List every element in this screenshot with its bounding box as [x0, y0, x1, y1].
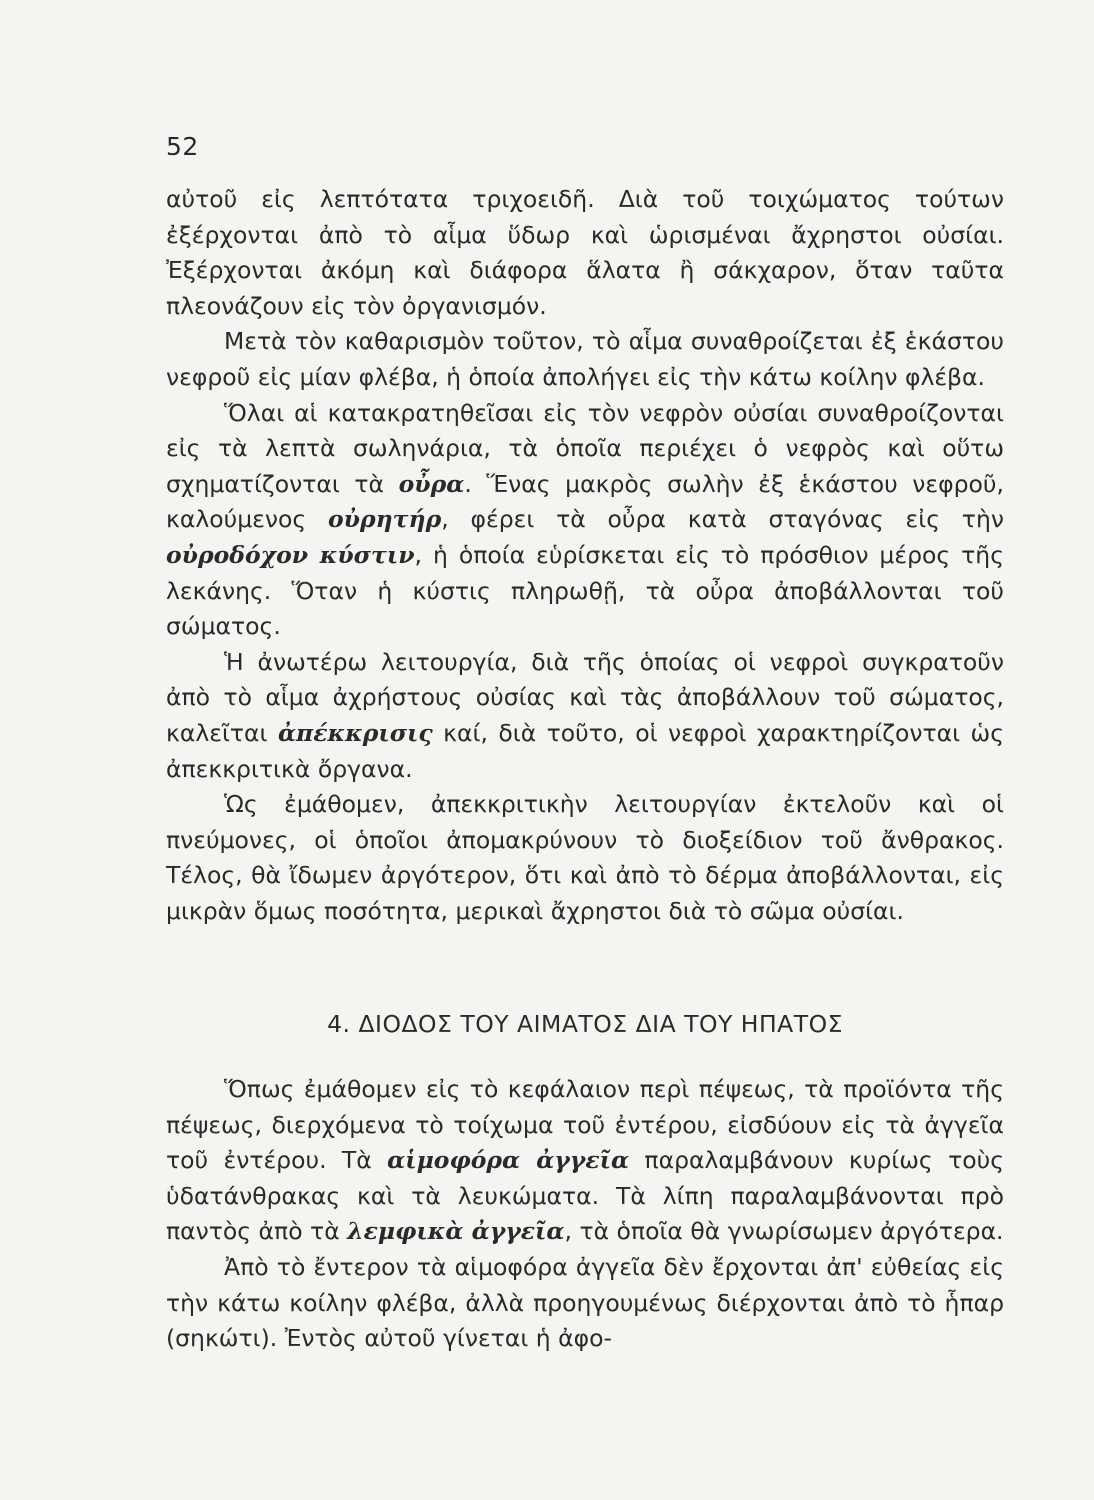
- emphasized-term: αἱμοφόρα ἀγγεῖα: [387, 1146, 630, 1175]
- text-run: Ἡ ἀνωτέρω λειτουργία, διὰ τῆς ὁποίας οἱ νεφροὶ συγκρατοῦν ἀπὸ τὸ αἷμα ἀχρήστους οὐσίας καὶ τὰς ἀποβάλλουν τοῦ σώματος, καλεῖται: [166, 647, 1004, 747]
- text-run: Ἀπὸ τὸ ἔντερον τὰ αἱμοφόρα ἀγγεῖα δὲν ἔρχονται ἀπ' εὐθείας εἰς τὴν κάτω κοίλην φλέβα, ἀλλὰ προηγουμένως διέρχονται ἀπὸ τὸ ἧπαρ (σηκώτι). Ἐντὸς αὐτοῦ γίνεται ἡ ἀφο-: [166, 1252, 1004, 1353]
- text-run: Ὡς ἐμάθομεν, ἀπεκκριτικὴν λειτουργίαν ἐκτελοῦν καὶ οἱ πνεύμονες, οἱ ὁποῖοι ἀπομακρύνουν τὸ διοξείδιον τοῦ ἄνθρακος. Τέλος, θὰ ἴδωμεν ἀργότερον, ὅτι καὶ ἀπὸ τὸ δέρμα ἀποβάλλονται, εἰς μικρὰν ὅμως ποσότητα, μερικαὶ ἄχρηστοι διὰ τὸ σῶμα οὐσίαι.: [166, 790, 1004, 925]
- text-run: , ἡ ὁποία εὑρίσκεται εἰς τὸ πρόσθιον μέρος τῆς λεκάνης. Ὅταν ἡ κύστις πληρωθῇ, τὰ οὖρα ἀποβάλλονται τοῦ σώματος.: [166, 540, 1004, 641]
- section-heading: 4. ΔΙΟΔΟΣ ΤΟΥ ΑΙΜΑΤΟΣ ΔΙΑ ΤΟΥ ΗΠΑΤΟΣ: [327, 1010, 843, 1038]
- body-text-top: [166, 182, 1004, 929]
- text-run: παραλαμβάνουν κυρίως τοὺς ὑδατάνθρακας καὶ τὰ λευκώματα. Τὰ λίπη παραλαμβάνονται πρὸ παντὸς ἀπὸ τὰ: [166, 1146, 1005, 1246]
- emphasized-term: ἀπέκκρισις: [277, 718, 433, 747]
- paragraph: [166, 1250, 1004, 1357]
- paragraph: [166, 787, 1004, 929]
- text-run: Ὅλαι αἱ κατακρατηθεῖσαι εἰς τὸν νεφρὸν οὐσίαι συναθροίζονται εἰς τὰ λεπτὰ σωληνάρια, τὰ ὁποῖα περιέχει ὁ νεφρὸς καὶ οὕτω σχηματίζονται τὰ: [166, 398, 1004, 498]
- text-run: καί, διὰ τοῦτο, οἱ νεφροὶ χαρακτηρίζονται ὡς ἀπεκκριτικὰ ὄργανα.: [166, 718, 1005, 783]
- paragraph: [166, 182, 1004, 324]
- emphasized-term: λεμφικὰ ἀγγεῖα: [347, 1217, 565, 1246]
- page-number: 52: [166, 132, 199, 161]
- body-text-bottom: [166, 1072, 1004, 1357]
- text-run: Ὅπως ἐμάθομεν εἰς τὸ κεφάλαιον περὶ πέψεως, τὰ προϊόντα τῆς πέψεως, διερχόμενα τὸ τοίχωμα τοῦ ἐντέρου, εἰσδύουν εἰς τὰ ἀγγεῖα τοῦ ἐντέρου. Τὰ: [166, 1075, 1004, 1175]
- paragraph: [166, 324, 1004, 395]
- text-run: , φέρει τὰ οὖρα κατὰ σταγόνας εἰς τὴν: [441, 505, 1004, 534]
- paragraph: [166, 1072, 1004, 1250]
- text-run: . Ἕνας μακρὸς σωλὴν ἐξ ἑκάστου νεφροῦ, καλούμενος: [166, 469, 1004, 534]
- emphasized-term: οὖρα: [398, 469, 465, 498]
- text-run: , τὰ ὁποῖα θὰ γνωρίσωμεν ἀργότερα.: [564, 1217, 1004, 1246]
- emphasized-term: οὐρητήρ: [327, 505, 442, 534]
- paragraph: [166, 396, 1004, 645]
- text-run: αὐτοῦ εἰς λεπτότατα τριχοειδῆ. Διὰ τοῦ τοιχώματος τούτων ἐξέρχονται ἀπὸ τὸ αἷμα ὕδωρ καὶ ὡρισμέναι ἄχρηστοι οὐσίαι. Ἐξέρχονται ἀκόμη καὶ διάφορα ἅλατα ἢ σάκχαρον, ὅταν ταῦτα πλεονάζουν εἰς τὸν ὀργανισμόν.: [166, 185, 1004, 320]
- text-run: Μετὰ τὸν καθαρισμὸν τοῦτον, τὸ αἷμα συναθροίζεται ἐξ ἑκάστου νεφροῦ εἰς μίαν φλέβα, ἡ ὁποία ἀπολήγει εἰς τὴν κάτω κοίλην φλέβα.: [166, 327, 1004, 391]
- paragraph: [166, 645, 1004, 787]
- emphasized-term: οὐροδόχον κύστιν: [166, 540, 415, 569]
